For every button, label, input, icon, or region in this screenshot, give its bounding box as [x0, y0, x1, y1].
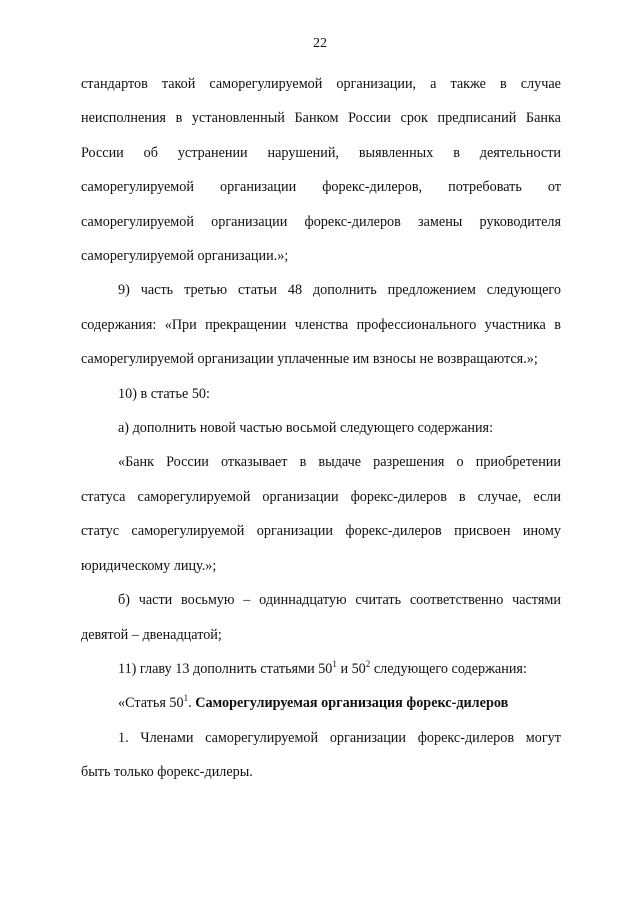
superscript: 1 [332, 658, 337, 669]
word: восьмую [181, 592, 235, 609]
word: статус [81, 523, 120, 540]
word: случае [520, 76, 561, 92]
article-heading [81, 686, 561, 720]
word: организации [220, 179, 297, 196]
word: 1. [118, 729, 129, 746]
word: неисполнения [81, 110, 166, 127]
word: статьи [238, 282, 277, 299]
word: срок [400, 110, 428, 127]
text-line: быть только форекс-дилеры. [81, 764, 253, 781]
word: содержания: [81, 316, 157, 333]
word: «При [164, 316, 197, 333]
word: одиннадцатую [259, 592, 347, 609]
word: профессионального [356, 316, 477, 333]
word: саморегулируемой [81, 179, 194, 196]
word: части [138, 592, 173, 609]
word: саморегулируемой [205, 729, 319, 746]
text-line: саморегулируемой организации.»; [81, 248, 289, 265]
word: организации [256, 523, 333, 540]
article-title: Саморегулируемая организация форекс-дилеров [195, 695, 509, 712]
word: России [348, 110, 391, 127]
word: статуса [81, 488, 126, 505]
word: в [299, 454, 307, 471]
superscript: 1 [183, 693, 189, 704]
text-fragment: 11) главу 13 дополнить статьями 50 [118, 660, 333, 677]
text-line: девятой – двенадцатой; [81, 626, 222, 643]
word: в [500, 76, 507, 92]
word: потребовать [448, 179, 522, 196]
text-line [81, 652, 561, 686]
text-line: саморегулируемой организации уплаченные им взносы не возвращаются.»; [81, 351, 538, 368]
text-line [81, 514, 561, 548]
word: а [430, 76, 437, 92]
word: приобретении [475, 454, 561, 471]
word: организации [211, 213, 288, 230]
page-number: 22 [313, 36, 327, 51]
word: установленный [191, 110, 285, 127]
text-line [81, 480, 561, 514]
text-line [81, 170, 561, 204]
text-line [81, 136, 561, 170]
word: третью [184, 282, 228, 299]
word: форекс-дилеров [350, 488, 447, 505]
text-line [81, 101, 561, 135]
word: членства [294, 316, 349, 333]
word: руководителя [479, 213, 561, 230]
word: «Банк [118, 454, 155, 471]
word: соответственно [409, 592, 504, 609]
word: иному [522, 523, 561, 540]
word: – [243, 592, 251, 609]
word: могут [525, 729, 561, 746]
word: в [458, 488, 466, 505]
word: саморегулируемой [137, 488, 251, 505]
word: случае, [477, 488, 522, 505]
word: стандартов [81, 76, 148, 92]
word: следующего [486, 282, 561, 299]
word: организации [262, 488, 339, 505]
word: саморегулируемой [131, 523, 245, 540]
text-line [81, 308, 561, 342]
word: если [533, 488, 561, 505]
word: считать [355, 592, 402, 609]
word: нарушений, [267, 144, 339, 161]
text-line: юридическому лицу.»; [81, 557, 217, 574]
document-body [81, 67, 561, 790]
word: организации, [336, 76, 417, 92]
superscript: 2 [365, 658, 371, 669]
word: организации [329, 729, 406, 746]
word: России [81, 144, 124, 161]
word: прекращении [205, 316, 287, 333]
article-prefix: «Статья 50 [118, 695, 184, 712]
text-line [81, 67, 561, 101]
text-fragment: . [188, 695, 192, 712]
text-line [81, 205, 561, 239]
text-line: 10) в статье 50: [118, 385, 210, 402]
word: России [166, 454, 209, 471]
word: отказывает [220, 454, 288, 471]
word: Банка [525, 110, 561, 127]
word: саморегулируемой [209, 76, 323, 92]
word: часть [140, 282, 174, 299]
word: деятельности [479, 144, 561, 161]
word: б) [118, 592, 130, 609]
word: о [456, 454, 464, 471]
word: также [450, 76, 486, 92]
text-fragment: и 50 [336, 660, 366, 677]
word: Банком [294, 110, 339, 127]
text-line [81, 721, 561, 755]
text-fragment: следующего содержания: [370, 660, 527, 677]
word: выдаче [318, 454, 362, 471]
word: выявленных [358, 144, 434, 161]
word: замены [418, 213, 463, 230]
word: форекс-дилеров [345, 523, 442, 540]
word: от [547, 179, 561, 196]
word: устранении [177, 144, 248, 161]
word: форекс-дилеров [417, 729, 515, 746]
word: в [453, 144, 460, 161]
word: Членами [140, 729, 194, 746]
word: в [175, 110, 183, 127]
word: форекс-дилеров [304, 213, 401, 230]
word: 48 [287, 282, 303, 299]
text-line: а) дополнить новой частью восьмой следующего содержания: [118, 420, 494, 437]
word: в [554, 316, 561, 333]
word: саморегулируемой [81, 213, 194, 230]
word: частями [512, 592, 561, 609]
word: об [143, 144, 158, 161]
word: дополнить [312, 282, 377, 299]
text-line [81, 583, 561, 617]
text-line [81, 445, 561, 479]
word: форекс-дилеров, [322, 179, 423, 196]
word: присвоен [454, 523, 511, 540]
word: 9) [118, 282, 130, 299]
word: предложением [387, 282, 476, 299]
word: разрешения [373, 454, 445, 471]
word: участника [484, 316, 546, 333]
word: такой [161, 76, 196, 92]
word: предписаний [437, 110, 517, 127]
text-line [81, 273, 561, 307]
